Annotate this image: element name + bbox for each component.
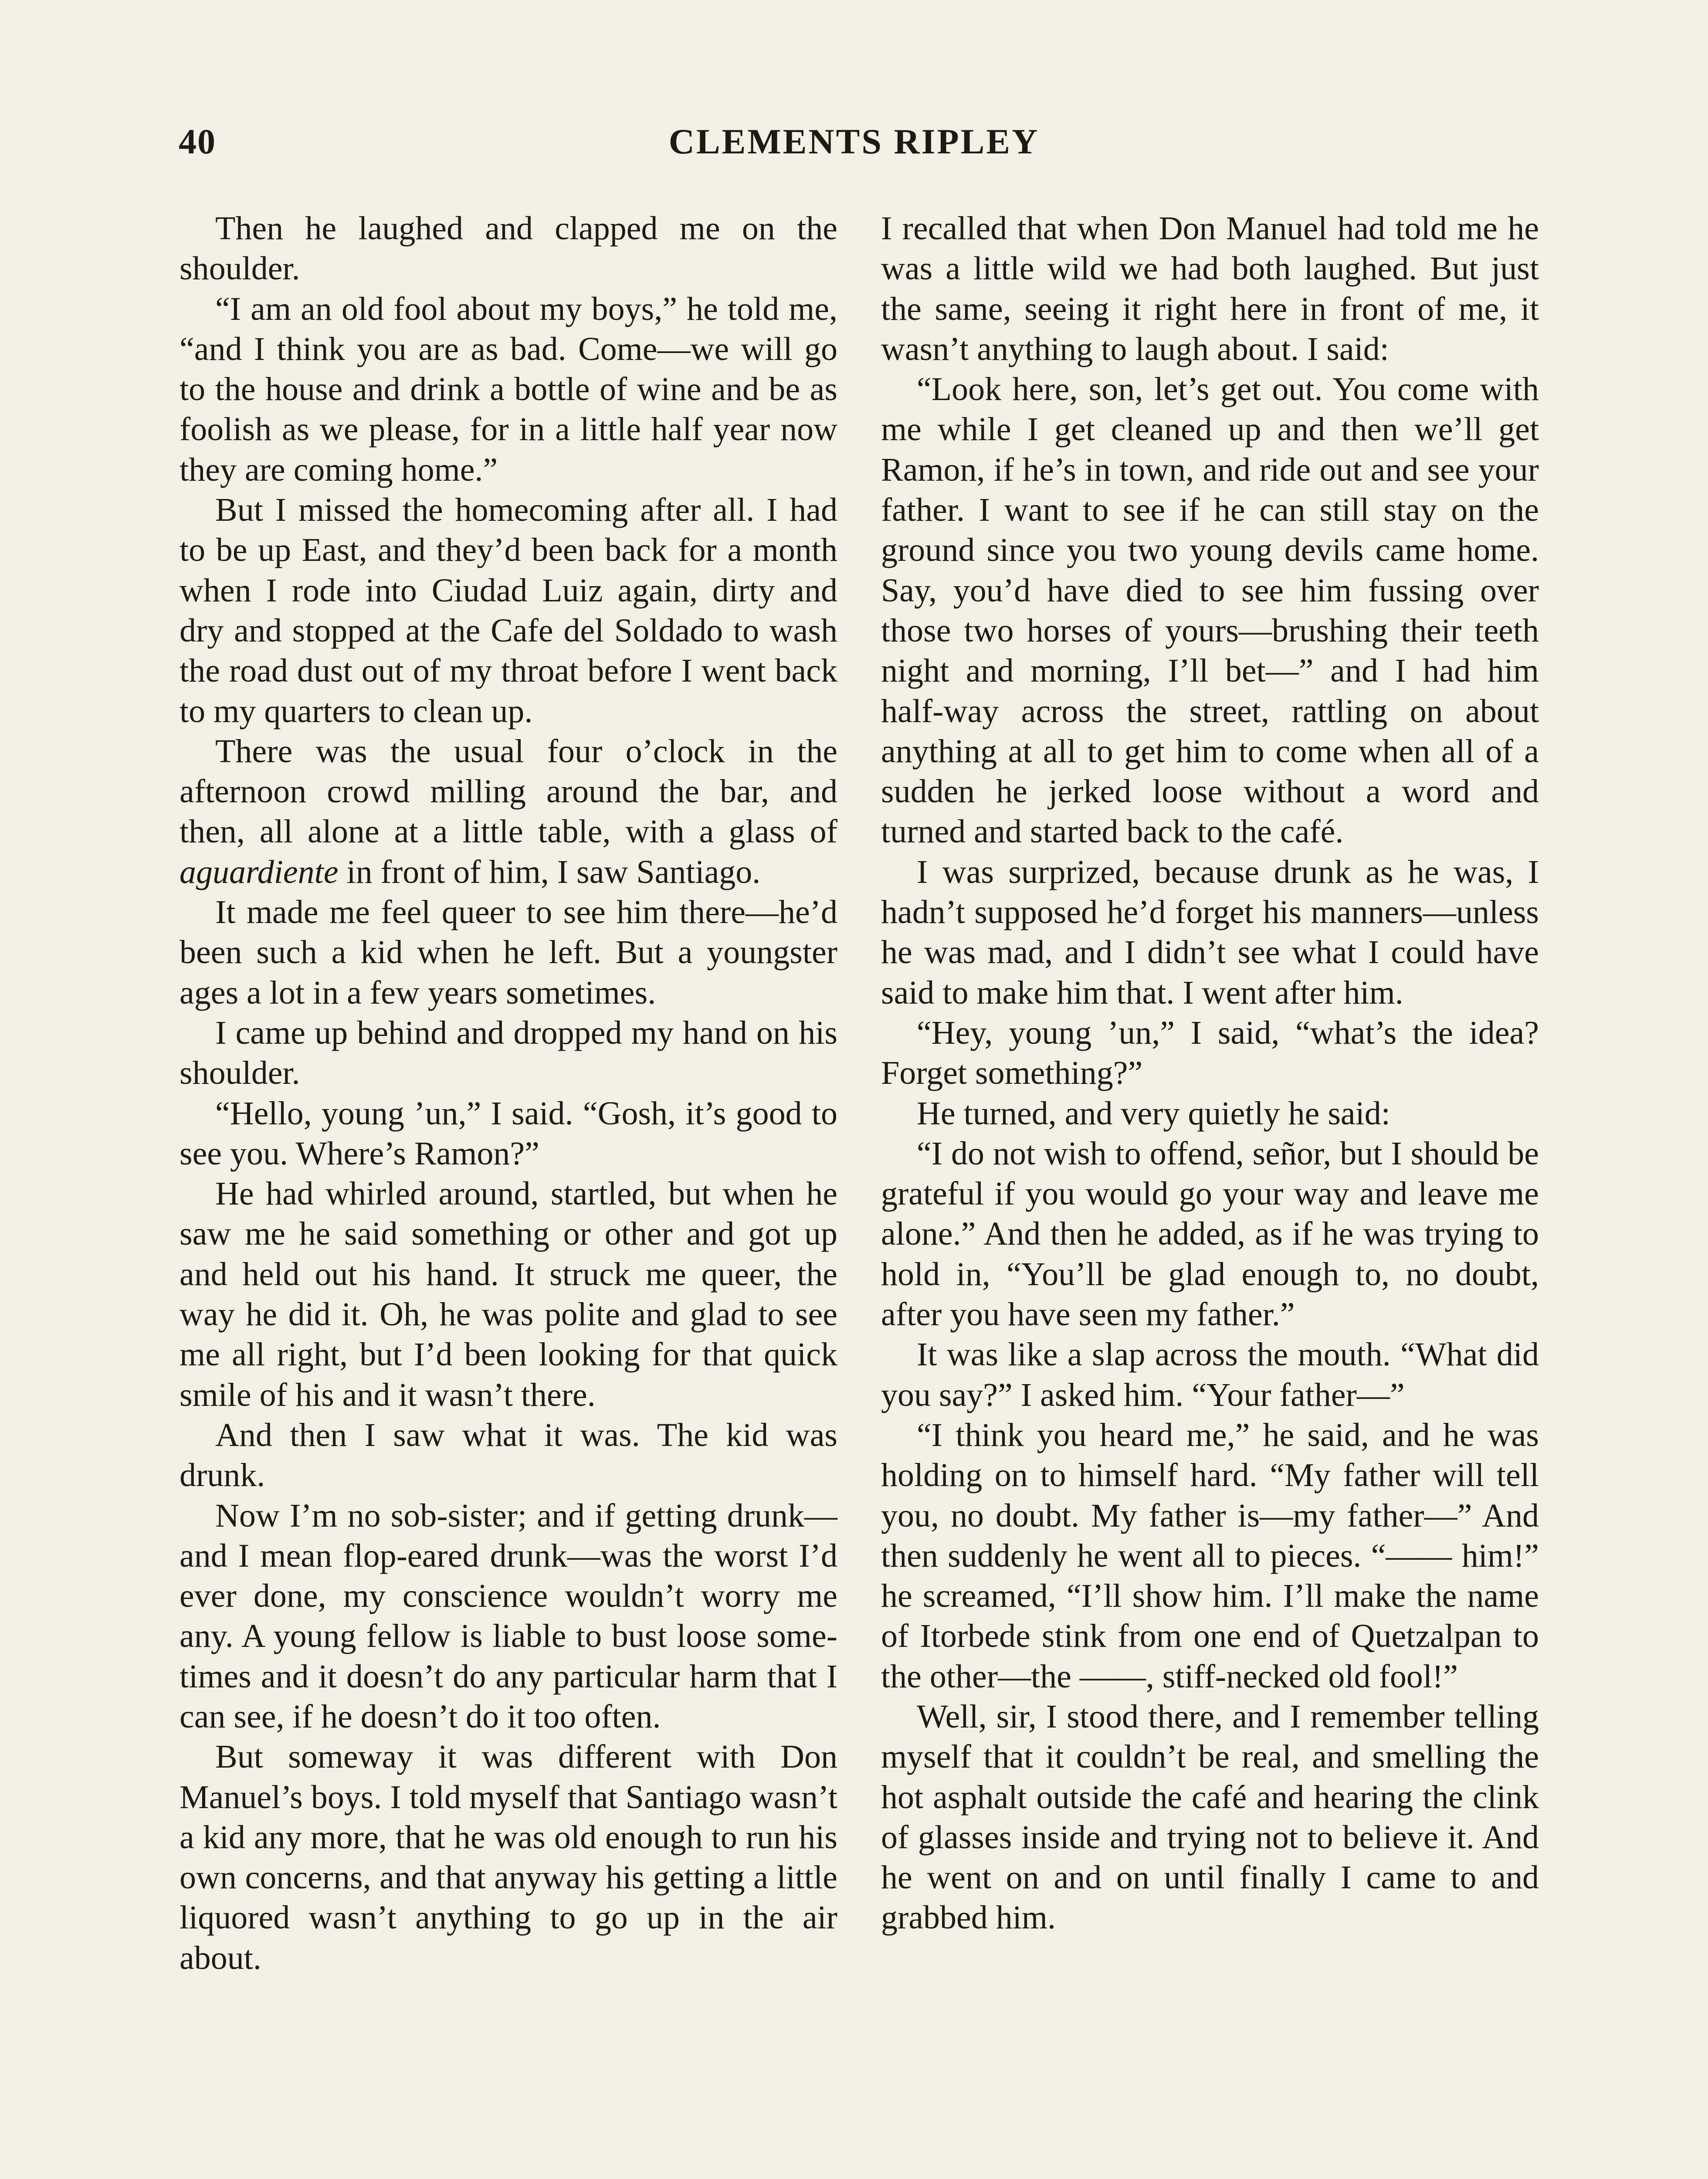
paragraph: Well, sir, I stood there, and I remember telling myself that it couldn’t be real, and smelling the hot asphalt outside the café and hearing the clink of glasses inside and trying not to believe it. And he went on and on until finally I came to and grabbed him. xyxy=(881,1698,1539,1936)
paragraph: But I missed the homecoming after all. I had to be up East, and they’d been back for a month when I rode into Ciudad Luiz again, dirty and dry and stopped at the Cafe del Soldado to wash the road dust out of my throat before I went back to my quarters to clean up. xyxy=(180,492,837,730)
paragraph: Then he laughed and clapped me on the shoulder. xyxy=(180,210,837,287)
paragraph: “Hello, young ’un,” I said. “Gosh, it’s good to see you. Where’s Ramon?” xyxy=(180,1095,837,1172)
paragraph: He turned, and very quietly he said: xyxy=(917,1095,1390,1132)
paragraph: It made me feel queer to see him there—he’d been such a kid when he left. But a youngster ages a lot in a few years sometimes. xyxy=(180,894,837,1011)
paragraph: “I do not wish to offend, señor, but I should be grateful if you would go your way and leave me alone.” And then he added, as if he was trying to hold in, “You’ll be glad enough to, no doubt, after you have seen my father.” xyxy=(881,1135,1539,1333)
paragraph: “I think you heard me,” he said, and he was holding on to himself hard. “My father will tell you, no doubt. My father is—my father—” And then suddenly he went all to pieces. “—— him!” he screamed, “I’ll show him. I’ll make the name of Itorbede stink from one end of Quetzalpan to the other—the ——, stiff-necked old fool!” xyxy=(881,1416,1539,1695)
running-head: CLEMENTS RIPLEY xyxy=(668,122,1040,161)
paragraph: I came up behind and dropped my hand on his shoulder. xyxy=(180,1014,837,1092)
paragraph: And then I saw what it was. The kid was drunk. xyxy=(180,1416,837,1494)
paragraph: Now I’m no sob-sister; and if getting drunk—and I mean flop-eared drunk—was the worst I’d ever done, my conscience wouldn’t worry me any. A young fellow is liable to bust loose sometimes and it doesn’t do any particular harm that I can see, if he doesn’t do it too often. xyxy=(180,1497,837,1735)
paragraph: There was the usual four o’clock in the afternoon crowd milling around the bar, and then, all alone at a little table, with a glass of aguardiente in front of him, I saw Santiago. xyxy=(180,733,837,890)
left-column xyxy=(180,208,837,1978)
paragraph: He had whirled around, startled, but when he saw me he said something or other and got up and held out his hand. It struck me queer, the way he did it. Oh, he was polite and glad to see me all right, but I’d been looking for that quick smile of his and it wasn’t there. xyxy=(180,1175,837,1413)
paragraph: I was surprized, because drunk as he was, I hadn’t supposed he’d forget his manners—unless he was mad, and I didn’t see what I could have said to make him that. I went after him. xyxy=(881,853,1539,1011)
right-column xyxy=(881,208,1539,1938)
paragraph-continued: I recalled that when Don Manuel had told me he was a little wild we had both laughed. But just the same, seeing it right here in front of me, it wasn’t anything to laugh about. I said: xyxy=(881,210,1539,367)
paragraph: It was like a slap across the mouth. “What did you say?” I asked him. “Your father—” xyxy=(881,1336,1539,1413)
paragraph: “Look here, son, let’s get out. You come with me while I get cleaned up and then we’ll get Ramon, if he’s in town, and ride out and see your father. I want to see if he can still stay on the ground since you two young devils came home. Say, you’d have died to see him fussing over those two horses of yours—brushing their teeth night and morning, I’ll bet—” and I had him half-way across the street, rattling on about anything at all to get him to come when all of a sudden he jerked loose without a word and turned and started back to the café. xyxy=(881,371,1539,850)
page-number: 40 xyxy=(179,122,216,161)
paragraph: “I am an old fool about my boys,” he told me, “and I think you are as bad. Come—we will go to the house and drink a bottle of wine and be as foolish as we please, for in a little half year now they are coming home.” xyxy=(180,290,837,488)
paragraph: “Hey, young ’un,” I said, “what’s the idea? Forget something?” xyxy=(881,1014,1539,1092)
paragraph: But someway it was different with Don Manuel’s boys. I told myself that Santiago wasn’t a kid any more, that he was old enough to run his own concerns, and that anyway his getting a little liquored wasn’t anything to go up in the air about. xyxy=(180,1738,837,1976)
